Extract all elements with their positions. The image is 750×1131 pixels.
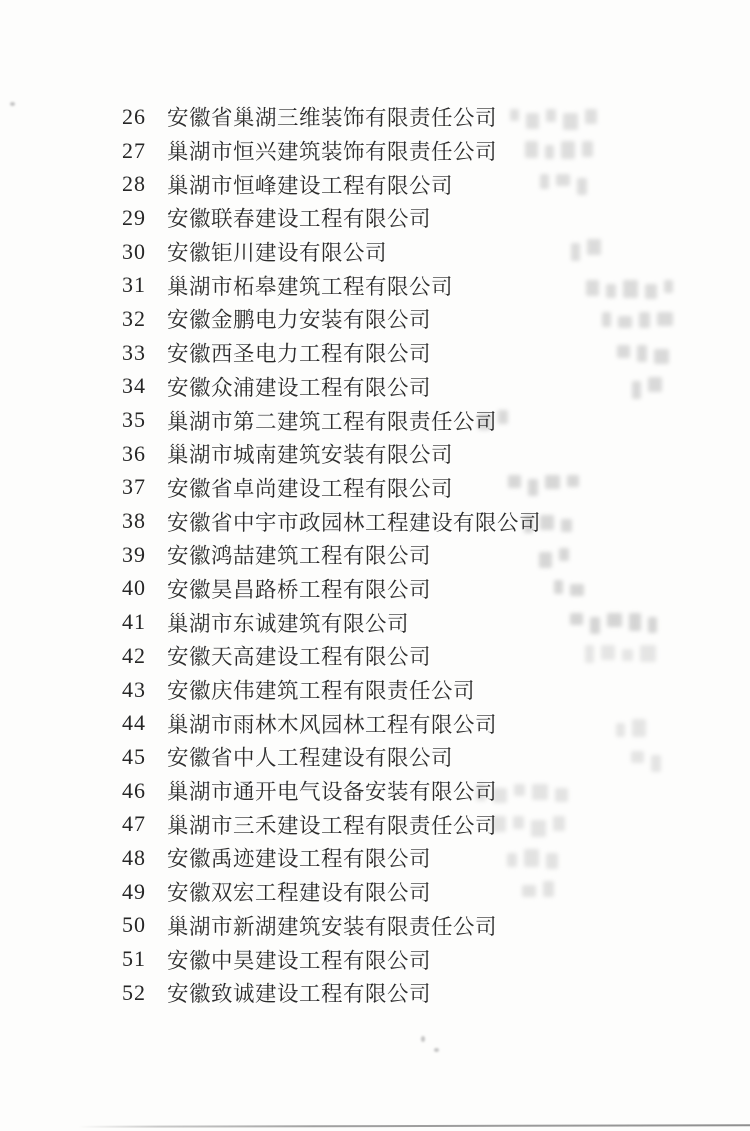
company-name: 安徽联春建设工程有限公司 [167, 207, 432, 232]
company-name: 巢湖市柘皋建筑工程有限公司 [167, 274, 454, 299]
company-name: 安徽庆伟建筑工程有限责任公司 [167, 679, 476, 704]
company-list [0, 100, 750, 1010]
item-number: 32 [122, 305, 146, 331]
list-item [0, 841, 750, 875]
item-number: 49 [122, 878, 146, 904]
item-number: 27 [122, 137, 146, 163]
list-item [0, 100, 750, 134]
company-name: 安徽鸿喆建筑工程有限公司 [167, 544, 432, 569]
item-number: 35 [122, 407, 146, 433]
list-item [0, 538, 750, 572]
company-name: 安徽致诚建设工程有限公司 [167, 982, 432, 1007]
list-item [0, 370, 750, 404]
list-item [0, 336, 750, 370]
company-name: 安徽省中人工程建设有限公司 [167, 746, 454, 771]
list-item [0, 201, 750, 235]
list-item [0, 235, 750, 269]
list-item [0, 437, 750, 471]
list-item [0, 740, 750, 774]
list-item [0, 167, 750, 201]
item-number: 28 [122, 171, 146, 197]
item-number: 43 [122, 676, 146, 702]
item-number: 52 [122, 979, 146, 1005]
item-number: 45 [122, 743, 146, 769]
company-name: 巢湖市新湖建筑安装有限责任公司 [167, 914, 498, 939]
item-number: 50 [122, 912, 146, 938]
scan-edge-line [78, 1124, 750, 1127]
item-number: 30 [122, 238, 146, 264]
list-item [0, 875, 750, 909]
company-name: 巢湖市第二建筑工程有限责任公司 [167, 409, 498, 434]
list-item [0, 134, 750, 168]
list-item [0, 268, 750, 302]
company-name: 巢湖市东诚建筑有限公司 [167, 611, 410, 636]
list-item [0, 976, 750, 1010]
list-item [0, 639, 750, 673]
company-name: 安徽天高建设工程有限公司 [167, 645, 432, 670]
list-item [0, 942, 750, 976]
list-item [0, 302, 750, 336]
list-item [0, 504, 750, 538]
company-name: 巢湖市恒峰建设工程有限公司 [167, 173, 454, 198]
company-name: 安徽中昊建设工程有限公司 [167, 948, 432, 973]
company-name: 巢湖市三禾建设工程有限责任公司 [167, 813, 498, 838]
list-item [0, 572, 750, 606]
company-name: 巢湖市恒兴建筑装饰有限责任公司 [167, 140, 498, 165]
item-number: 34 [122, 373, 146, 399]
list-item [0, 706, 750, 740]
company-name: 安徽钜川建设有限公司 [167, 241, 388, 266]
item-number: 39 [122, 541, 146, 567]
list-item [0, 673, 750, 707]
list-item [0, 807, 750, 841]
item-number: 38 [122, 508, 146, 534]
item-number: 42 [122, 642, 146, 668]
company-name: 安徽昊昌路桥工程有限公司 [167, 577, 432, 602]
item-number: 51 [122, 946, 146, 972]
list-item [0, 471, 750, 505]
item-number: 48 [122, 844, 146, 870]
company-name: 安徽省中宇市政园林工程建设有限公司 [167, 510, 542, 535]
company-name: 安徽省巢湖三维装饰有限责任公司 [167, 106, 498, 131]
company-name: 安徽双宏工程建设有限公司 [167, 881, 432, 906]
company-name: 巢湖市城南建筑安装有限公司 [167, 443, 454, 468]
item-number: 47 [122, 811, 146, 837]
list-item [0, 774, 750, 808]
scan-speck [434, 1048, 439, 1052]
company-name: 安徽西圣电力工程有限公司 [167, 342, 432, 367]
company-name: 安徽众浦建设工程有限公司 [167, 375, 432, 400]
item-number: 26 [122, 103, 146, 129]
list-item [0, 909, 750, 943]
company-name: 巢湖市通开电气设备安装有限公司 [167, 780, 498, 805]
company-name: 安徽禹迹建设工程有限公司 [167, 847, 432, 872]
company-name: 巢湖市雨林木风园林工程有限公司 [167, 712, 498, 737]
list-item [0, 403, 750, 437]
item-number: 29 [122, 204, 146, 230]
list-item [0, 605, 750, 639]
item-number: 36 [122, 440, 146, 466]
company-name: 安徽省卓尚建设工程有限公司 [167, 476, 454, 501]
item-number: 33 [122, 339, 146, 365]
item-number: 44 [122, 710, 146, 736]
item-number: 37 [122, 474, 146, 500]
item-number: 46 [122, 777, 146, 803]
item-number: 31 [122, 272, 146, 298]
company-name: 安徽金鹏电力安装有限公司 [167, 308, 432, 333]
item-number: 41 [122, 609, 146, 635]
item-number: 40 [122, 575, 146, 601]
scan-speck [421, 1036, 425, 1042]
